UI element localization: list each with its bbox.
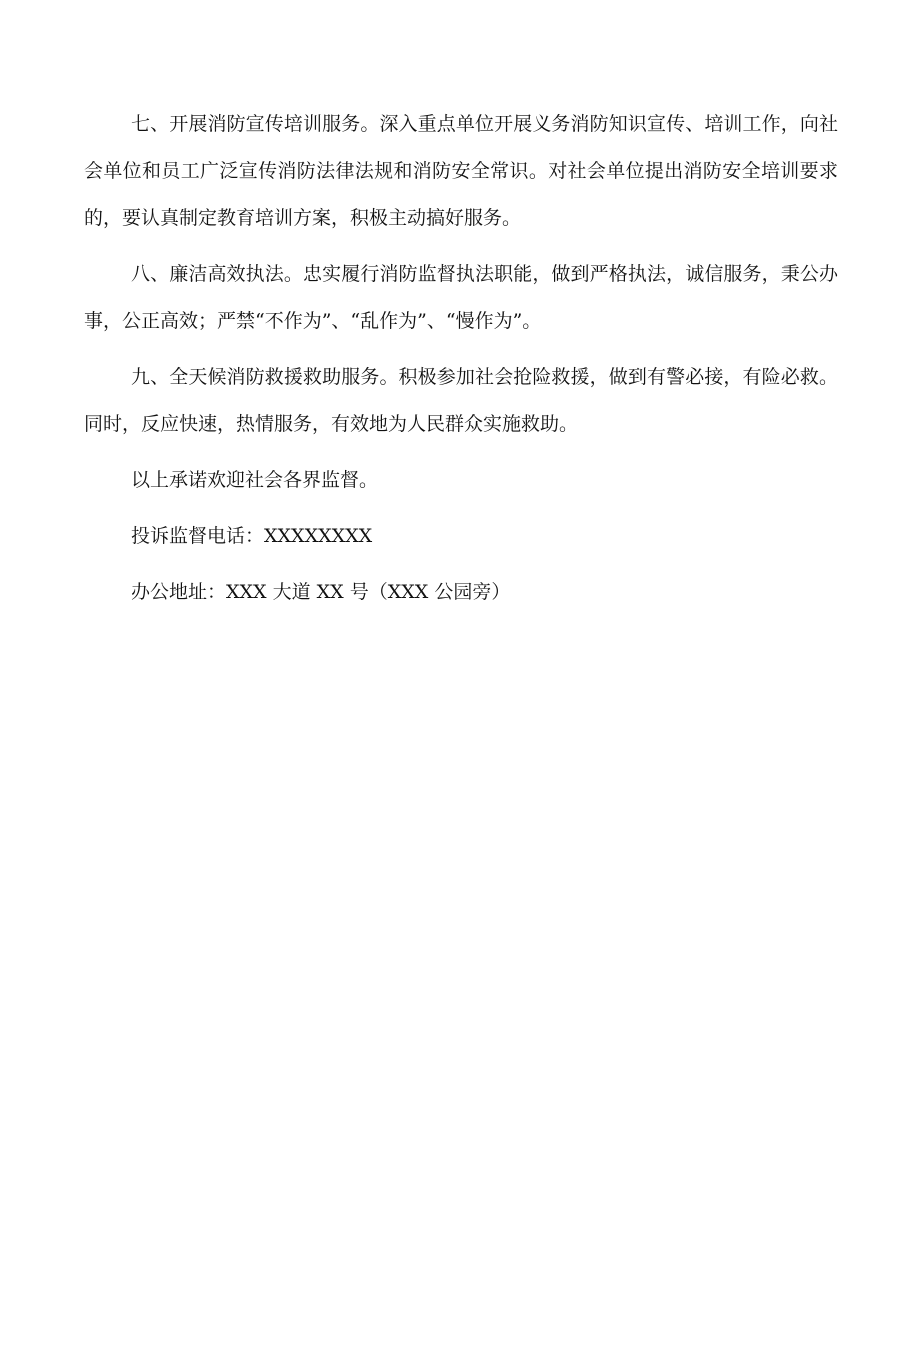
document-body xyxy=(84,101,838,625)
closing-statement: 以上承诺欢迎社会各界监督。 xyxy=(131,469,379,491)
complaint-phone: 投诉监督电话：XXXXXXXX xyxy=(131,525,373,547)
office-address: 办公地址：XXX 大道 XX 号（XXX 公园旁） xyxy=(131,581,511,603)
paragraph-nine: 九、全天候消防救援救助服务。积极参加社会抢险救援，做到有警必接，有险必救。同时，反应快速，热情服务，有效地为人民群众实施救助。 xyxy=(84,366,838,435)
paragraph-seven: 七、开展消防宣传培训服务。深入重点单位开展义务消防知识宣传、培训工作，向社会单位和员工广泛宣传消防法律法规和消防安全常识。对社会单位提出消防安全培训要求的，要认真制定教育培训方案，积极主动搞好服务。 xyxy=(84,113,838,229)
paragraph-eight: 八、廉洁高效执法。忠实履行消防监督执法职能，做到严格执法，诚信服务，秉公办事，公正高效；严禁“不作为”、“乱作为”、“慢作为”。 xyxy=(84,263,838,332)
